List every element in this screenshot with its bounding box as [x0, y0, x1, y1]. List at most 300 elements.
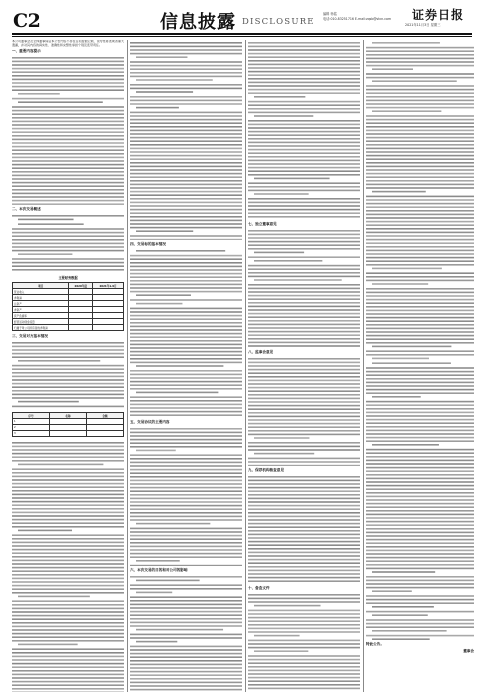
text-line: [130, 239, 242, 240]
text-line: [130, 674, 242, 676]
text-line: [12, 269, 124, 271]
column-divider: [127, 40, 128, 692]
text-line: [12, 636, 124, 638]
text-line: [366, 73, 474, 75]
text-line: [130, 133, 242, 135]
text-line: [12, 592, 124, 594]
text-line: [248, 559, 360, 561]
text-line: [136, 303, 182, 305]
text-line: [366, 619, 474, 621]
text-line: [248, 643, 360, 645]
text-line: [12, 139, 124, 141]
text-line: [130, 336, 242, 338]
text-line: [366, 517, 474, 519]
text-line: [248, 182, 360, 184]
text-line: [366, 440, 474, 442]
text-line: [248, 465, 360, 466]
text-line: [248, 295, 360, 297]
text-line: [12, 243, 124, 245]
text-line: [12, 372, 124, 374]
text-line: [366, 564, 474, 566]
text-line: [136, 641, 177, 643]
text-line: [372, 80, 457, 82]
text-line: [136, 250, 225, 252]
text-line: [248, 647, 360, 649]
article-columns: [12, 40, 474, 692]
text-line: [12, 61, 124, 63]
text-line: [366, 292, 474, 294]
header-rule: [12, 33, 472, 35]
text-line: [366, 320, 474, 322]
text-line: [366, 485, 474, 487]
text-line: [248, 298, 360, 300]
text-line: [366, 481, 474, 483]
text-line: [12, 68, 124, 70]
text-line: [248, 149, 360, 151]
text-line: [366, 583, 474, 585]
text-line: [12, 541, 124, 543]
text-line: [130, 454, 242, 456]
text-line: [136, 91, 193, 93]
text-line: [248, 519, 360, 521]
text-line: [12, 522, 124, 524]
text-line: [130, 198, 242, 200]
text-line: [248, 82, 360, 84]
header-rule-thin: [12, 36, 472, 37]
text-line: [248, 401, 360, 403]
text-line: [12, 124, 124, 126]
text-line: [18, 102, 103, 104]
text-line: [366, 306, 474, 308]
text-line: [130, 542, 242, 544]
text-line: [12, 200, 124, 202]
text-line: [366, 133, 474, 135]
text-line: [130, 618, 242, 620]
text-line: [130, 137, 242, 139]
text-line: [18, 529, 72, 531]
text-line: [248, 265, 360, 267]
text-line: [366, 331, 474, 333]
text-line: [248, 398, 360, 400]
text-line: [12, 146, 124, 148]
text-line: [366, 288, 474, 290]
text-line: [248, 71, 360, 73]
column-2: [130, 40, 242, 692]
text-line: [130, 354, 242, 356]
text-line: [12, 677, 124, 679]
text-line: [130, 469, 242, 471]
text-line: [12, 504, 124, 506]
text-line: [12, 479, 124, 481]
table-cell: 净利润: [13, 295, 69, 301]
text-line: [130, 100, 242, 102]
column-3: [248, 40, 360, 692]
text-line: [18, 219, 74, 221]
page-header: [0, 0, 484, 40]
text-line: [12, 442, 124, 444]
text-line: [366, 173, 474, 175]
text-line: [136, 450, 176, 452]
text-line: [248, 416, 360, 418]
text-line: [366, 382, 474, 384]
text-line: [12, 349, 124, 351]
table-cell: 1: [13, 419, 50, 425]
text-line: [248, 190, 360, 192]
text-line: [366, 264, 474, 266]
text-line: [366, 199, 474, 201]
text-line: [248, 566, 360, 568]
text-line: [366, 61, 474, 63]
table-cell: 净资产: [13, 307, 69, 313]
text-line: [366, 210, 474, 212]
text-line: [12, 196, 124, 198]
text-line: [12, 673, 124, 675]
text-line: [12, 680, 124, 682]
text-line: [366, 176, 474, 178]
text-line: [248, 272, 360, 274]
text-line: [248, 530, 360, 532]
text-line: [136, 294, 191, 296]
text-line: [130, 326, 242, 328]
text-line: [248, 534, 360, 536]
text-line: [366, 155, 474, 157]
text-line: [366, 378, 474, 380]
text-line: [130, 565, 242, 566]
text-line: [248, 423, 360, 425]
summary-table: [12, 412, 124, 436]
text-line: [366, 415, 474, 417]
text-line: [366, 467, 474, 469]
text-line: [366, 452, 474, 454]
text-line: [12, 75, 124, 77]
text-line: [136, 560, 180, 562]
text-line: [366, 335, 474, 337]
text-line: [12, 387, 124, 389]
text-block: [12, 55, 124, 205]
text-line: [130, 329, 242, 331]
text-line: [248, 324, 360, 326]
table-row: [13, 325, 124, 331]
text-line: [12, 588, 124, 590]
text-line: [130, 531, 242, 533]
table-cell: 归属于母公司所有者的净利润: [13, 325, 69, 331]
text-line: [366, 180, 474, 182]
text-line: [248, 688, 360, 690]
text-line: [130, 68, 242, 70]
text-line: [366, 474, 474, 476]
text-line: [130, 528, 242, 530]
text-line: [366, 221, 474, 223]
text-line: [12, 57, 124, 59]
text-line: [130, 604, 242, 606]
text-line: [130, 538, 242, 540]
text-line: [12, 662, 124, 664]
text-line: [12, 266, 124, 268]
text-line: [130, 276, 242, 278]
text-line: [18, 254, 72, 256]
section-heading: 七、独立董事意见: [248, 222, 277, 226]
text-line: [130, 88, 242, 90]
text-line: [12, 486, 124, 488]
section-heading: 八、监事会意见: [248, 350, 274, 354]
signature-line: 董事会: [463, 649, 474, 653]
text-line: [254, 115, 313, 117]
text-line: [366, 514, 474, 516]
text-line: [366, 224, 474, 226]
text-line: [136, 392, 218, 394]
text-line: [136, 230, 193, 232]
text-block: [130, 426, 242, 566]
text-line: [248, 544, 360, 546]
text-line: [12, 475, 124, 477]
text-line: [12, 357, 124, 359]
text-line: [12, 508, 124, 510]
text-line: [12, 563, 124, 565]
text-line: [130, 173, 242, 175]
table-cell: 总资产: [13, 301, 69, 307]
text-line: [12, 511, 124, 513]
table-cell: 3: [13, 430, 50, 436]
text-line: [130, 414, 242, 416]
text-line: [248, 666, 360, 668]
text-line: [372, 346, 451, 348]
text-line: [248, 230, 360, 232]
text-line: [130, 480, 242, 482]
text-line: [130, 315, 242, 317]
text-line: [130, 622, 242, 624]
text-line: [248, 537, 360, 539]
text-line: [248, 288, 360, 290]
text-line: [12, 526, 124, 528]
text-line: [248, 108, 360, 110]
text-line: [248, 163, 360, 165]
text-line: [366, 539, 474, 541]
text-line: [18, 463, 103, 465]
text-line: [248, 394, 360, 396]
text-line: [12, 691, 124, 692]
text-line: [130, 614, 242, 616]
text-line: [12, 659, 124, 661]
text-line: [366, 50, 474, 52]
text-line: [366, 535, 474, 537]
text-line: [366, 623, 474, 625]
text-line: [130, 287, 242, 289]
text-line: [130, 596, 242, 598]
text-line: [12, 655, 124, 657]
text-line: [248, 677, 360, 679]
text-line: [130, 634, 242, 636]
text-line: [254, 650, 308, 652]
text-line: [248, 92, 360, 94]
text-line: [12, 632, 124, 634]
text-line: [366, 54, 474, 56]
text-line: [248, 620, 360, 622]
text-line: [12, 493, 124, 495]
text-line: [12, 250, 124, 252]
text-line: [18, 401, 79, 403]
text-line: [248, 598, 360, 600]
text-line: [130, 428, 242, 430]
text-line: [248, 570, 360, 572]
text-line: [248, 673, 360, 675]
text-line: [366, 299, 474, 301]
text-line: [248, 134, 360, 136]
text-line: [12, 482, 124, 484]
text-line: [130, 318, 242, 320]
text-line: [366, 272, 474, 274]
text-line: [372, 590, 412, 592]
text-line: [248, 46, 360, 48]
text-line: [248, 434, 360, 436]
text-line: [366, 408, 474, 410]
text-line: [248, 372, 360, 374]
text-line: [248, 640, 360, 642]
text-line: [248, 160, 360, 162]
text-line: [12, 652, 124, 654]
text-line: [12, 342, 124, 344]
text-line: [12, 449, 124, 451]
text-line: [366, 184, 474, 186]
text-line: [130, 611, 242, 613]
text-line: [12, 640, 124, 642]
text-line: [248, 446, 360, 448]
text-line: [248, 412, 360, 414]
text-line: [366, 626, 474, 628]
text-line: [366, 100, 474, 102]
text-line: [366, 557, 474, 559]
text-line: [248, 680, 360, 682]
text-line: [366, 232, 474, 234]
text-line: [12, 132, 124, 134]
text-line: [366, 250, 474, 252]
text-line: [248, 320, 360, 322]
text-line: [12, 518, 124, 520]
text-line: [130, 588, 242, 590]
text-line: [130, 682, 242, 684]
text-line: [12, 106, 124, 108]
text-line: [366, 568, 474, 570]
text-line: [248, 78, 360, 80]
text-line: [12, 346, 124, 348]
text-line: [12, 150, 124, 152]
text-line: [130, 220, 242, 222]
text-line: [248, 49, 360, 51]
text-line: [130, 576, 242, 578]
text-line: [366, 546, 474, 548]
text-line: [372, 396, 421, 398]
text-line: [366, 635, 474, 637]
text-line: [366, 158, 474, 160]
text-line: [366, 478, 474, 480]
text-line: [248, 408, 360, 410]
text-line: [130, 262, 242, 264]
text-line: [12, 445, 124, 447]
text-line: [130, 140, 242, 142]
text-line: [130, 112, 242, 114]
text-line: [130, 384, 242, 386]
text-line: [372, 68, 413, 70]
text-line: [248, 85, 360, 87]
text-line: [366, 401, 474, 403]
text-line: [366, 350, 474, 352]
table-header: 项目: [13, 283, 69, 289]
text-line: [248, 276, 360, 278]
text-line: [130, 435, 242, 437]
section-heading: 六、本次交易的目的和对公司的影响: [130, 568, 188, 572]
text-line: [130, 291, 242, 293]
text-line: [12, 670, 124, 672]
text-line: [248, 516, 360, 518]
text-line: [130, 235, 242, 237]
text-line: [130, 333, 242, 335]
text-line: [366, 553, 474, 555]
text-line: [130, 76, 242, 78]
text-line: [254, 96, 305, 98]
text-line: [130, 649, 242, 651]
text-line: [130, 535, 242, 537]
text-line: [130, 227, 242, 229]
text-line: [372, 358, 429, 360]
text-line: [372, 444, 439, 446]
text-line: [12, 193, 124, 195]
text-line: [248, 142, 360, 144]
text-line: [12, 82, 124, 84]
text-line: [130, 209, 242, 211]
text-line: [12, 406, 124, 408]
text-line: [12, 468, 124, 470]
text-line: [12, 552, 124, 554]
text-line: [130, 660, 242, 662]
closing-line: 特此公告。: [366, 642, 384, 646]
text-line: [248, 631, 360, 633]
column-divider: [363, 40, 364, 692]
text-line: [372, 268, 442, 270]
text-line: [12, 178, 124, 180]
text-line: [12, 239, 124, 241]
text-line: [12, 625, 124, 627]
text-line: [130, 512, 242, 514]
text-line: [248, 345, 360, 347]
text-line: [248, 655, 360, 657]
text-line: [366, 65, 474, 67]
text-line: [12, 559, 124, 561]
masthead-logo: 证券日报: [412, 8, 465, 22]
text-line: [130, 494, 242, 496]
text-line: [248, 624, 360, 626]
text-line: [366, 144, 474, 146]
text-line: [366, 107, 474, 109]
text-line: [254, 453, 314, 455]
text-line: [130, 53, 242, 55]
text-line: [130, 299, 242, 301]
text-line: [366, 92, 474, 94]
text-line: [12, 171, 124, 173]
text-line: [248, 127, 360, 129]
text-line: [130, 667, 242, 669]
text-line: [372, 614, 428, 616]
text-line: [248, 67, 360, 69]
text-line: [248, 145, 360, 147]
text-line: [366, 317, 474, 319]
text-line: [130, 155, 242, 157]
text-line: [248, 670, 360, 672]
text-line: [366, 235, 474, 237]
text-line: [130, 202, 242, 204]
text-line: [366, 433, 474, 435]
text-line: [248, 327, 360, 329]
text-line: [366, 412, 474, 414]
paragraph: 本公司董事会及全体董事保证本公告内容不存在任何虚假记载、误导性陈述或者重大遗漏，并对其内容的真实性、准确性和完整性承担个别及连带责任。: [12, 40, 124, 47]
